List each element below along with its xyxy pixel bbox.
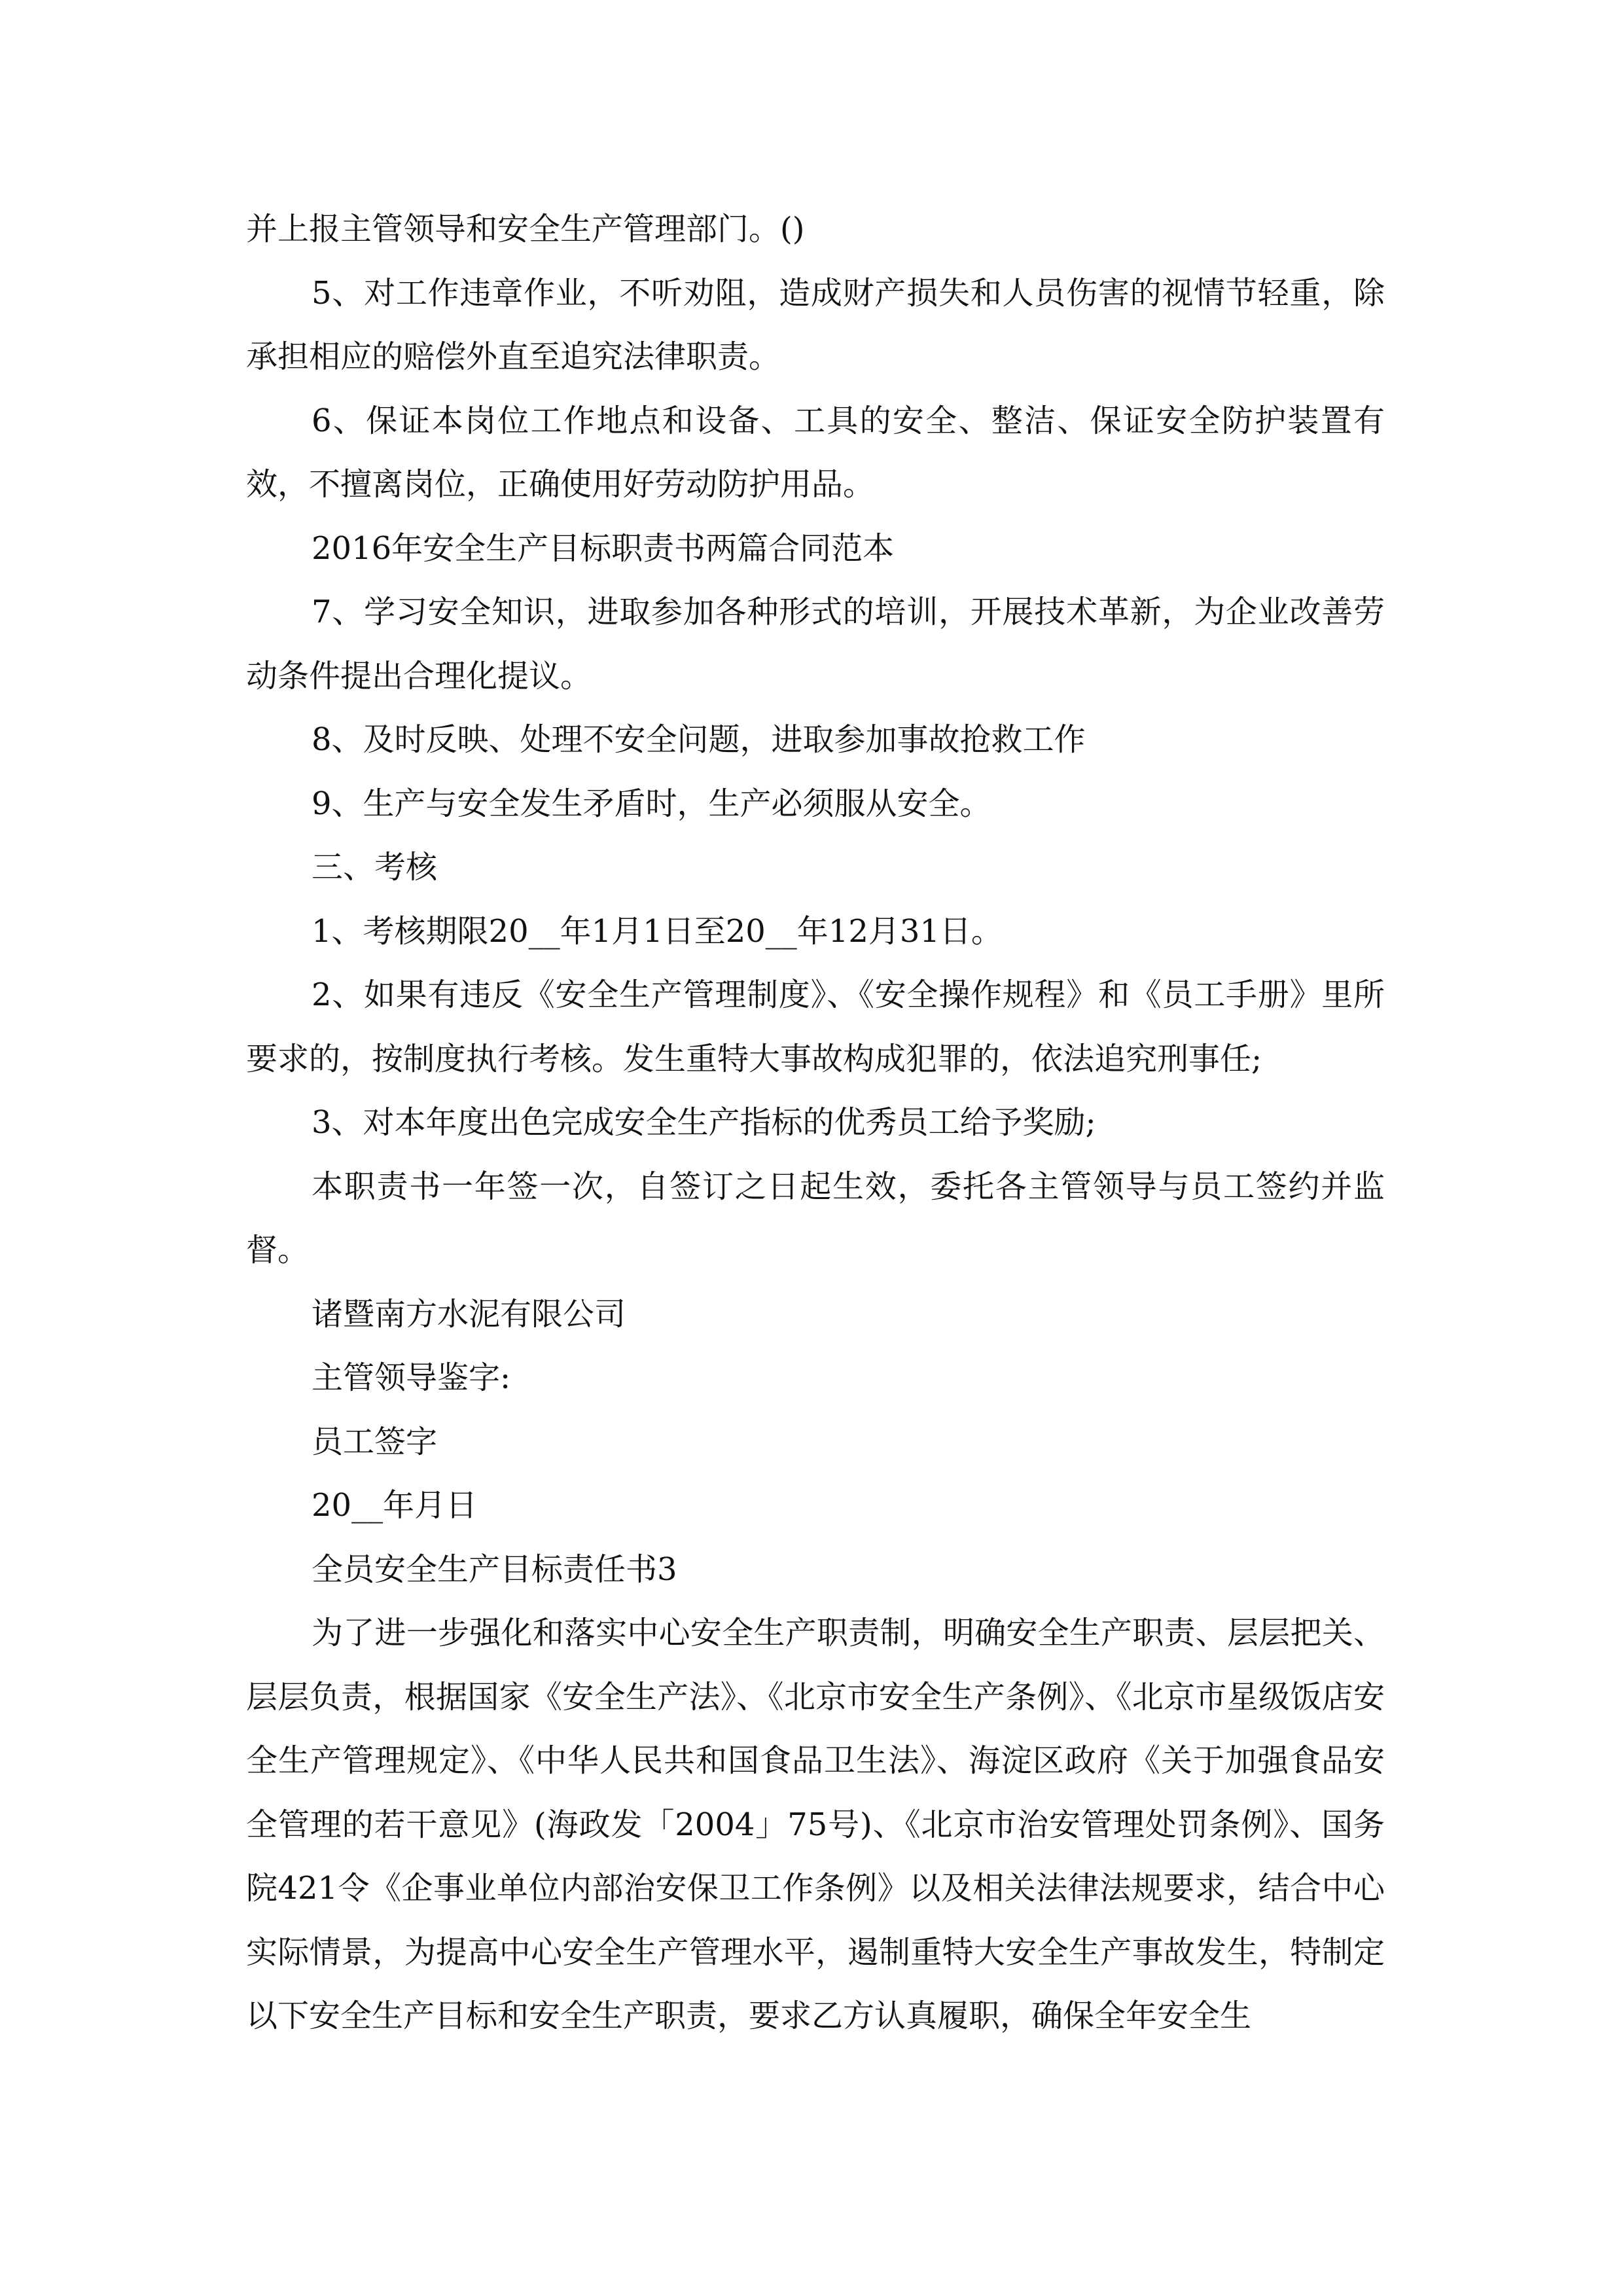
paragraph-assessment-2: 2、如果有违反《安全生产管理制度》、《安全操作规程》和《员工手册》里所要求的，按制度执行考核。发生重特大事故构成犯罪的，依法追究刑事任; xyxy=(246,977,1385,1077)
document-body xyxy=(246,198,1385,2049)
paragraph-item-5: 5、对工作违章作业，不听劝阻，造成财产损失和人员伤害的视情节轻重，除承担相应的赔偿外直至追究法律职责。 xyxy=(246,274,1385,375)
supervisor-signature-line: 主管领导鉴字: xyxy=(312,1359,511,1396)
employee-signature-line: 员工签字 xyxy=(312,1423,438,1460)
document-title-3: 全员安全生产目标责任书3 xyxy=(312,1551,677,1588)
paragraph-assessment-3: 3、对本年度出色完成安全生产指标的优秀员工给予奖励; xyxy=(312,1104,1096,1141)
paragraph-intro: 为了进一步强化和落实中心安全生产职责制，明确安全生产职责、层层把关、层层负责，根据国家《安全生产法》、《北京市安全生产条例》、《北京市星级饭店安全生产管理规定》、《中华人民共和国食品卫生法》、海淀区政府《关于加强食品安全管理的若干意见》(海政发「2004」75号)、《北京市治安管理处罚条例》、国务院421令《企事业单位内部治安保卫工作条例》以及相关法律法规要求，结合中心实际情景，为提高中心安全生产管理水平，遏制重特大安全生产事故发生，特制定以下安全生产目标和安全生产职责，要求乙方认真履职，确保全年安全生 xyxy=(246,1615,1385,2034)
paragraph-item-6: 6、保证本岗位工作地点和设备、工具的安全、整洁、保证安全防护装置有效，不擅离岗位，正确使用好劳动防护用品。 xyxy=(246,402,1385,503)
paragraph-item-7: 7、学习安全知识，进取参加各种形式的培训，开展技术革新，为企业改善劳动条件提出合理化提议。 xyxy=(246,594,1385,694)
paragraph-item-8: 8、及时反映、处理不安全问题，进取参加事故抢救工作 xyxy=(312,721,1086,758)
paragraph-validity: 本职责书一年签一次，自签订之日起生效，委托各主管领导与员工签约并监督。 xyxy=(246,1168,1385,1268)
paragraph-inline-title: 2016年安全生产目标职责书两篇合同范本 xyxy=(312,529,895,567)
section-heading-assessment: 三、考核 xyxy=(312,849,438,886)
paragraph-item-9: 9、生产与安全发生矛盾时，生产必须服从安全。 xyxy=(312,785,991,822)
date-line: 20__年月日 xyxy=(312,1487,478,1524)
paragraph-assessment-1: 1、考核期限20__年1月1日至20__年12月31日。 xyxy=(312,912,1003,950)
paragraph-continuation: 并上报主管领导和安全生产管理部门。() xyxy=(246,211,805,247)
company-name: 诸暨南方水泥有限公司 xyxy=(312,1295,626,1333)
